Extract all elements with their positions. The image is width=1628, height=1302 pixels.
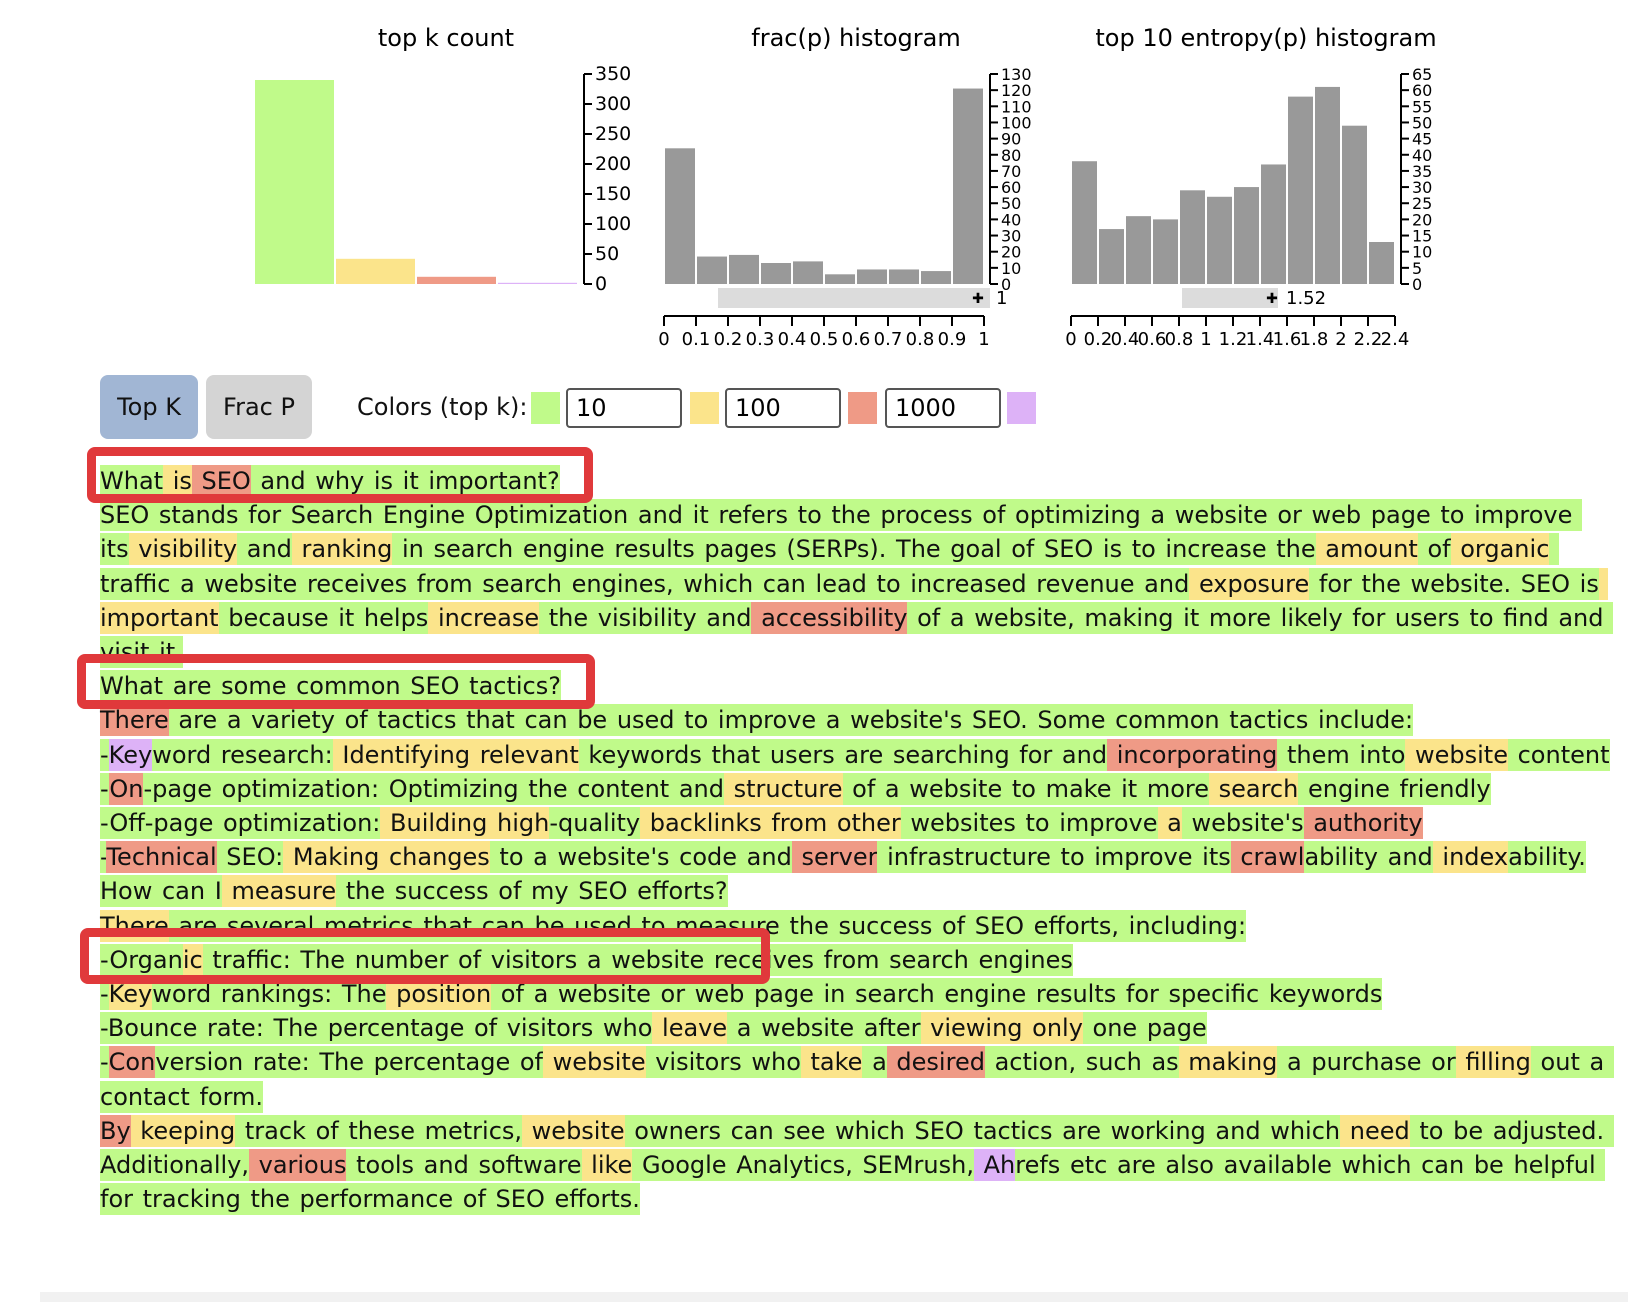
token[interactable]: take [800, 1048, 863, 1077]
token[interactable]: Ah [973, 1151, 1016, 1180]
token[interactable]: -quality [549, 809, 641, 838]
token[interactable]: and [237, 535, 292, 564]
frac-x-tick-label: 0.9 [937, 329, 967, 350]
token[interactable]: like [581, 1151, 633, 1180]
frac-bar-3 [761, 263, 791, 284]
token[interactable]: - [100, 980, 109, 1009]
color-swatch-purple [1007, 392, 1036, 424]
token[interactable]: need [1340, 1116, 1410, 1145]
entropy-x-tick-label: 1.8 [1299, 329, 1329, 350]
token[interactable]: word research: [152, 740, 333, 769]
token[interactable]: are a variety of tactics that can be used to improve a website's SEO. Some common tactics include: [168, 706, 1414, 735]
token[interactable]: website [522, 1116, 625, 1145]
frac-x-tick-label: 0.4 [777, 329, 807, 350]
token[interactable]: Con [108, 1048, 156, 1077]
frac-y-tick-label: 100 [1001, 113, 1032, 133]
paragraph [100, 498, 1614, 669]
token[interactable]: Google Analytics, SEMrush, [632, 1151, 974, 1180]
entropy-y-tick-label: 25 [1412, 194, 1433, 214]
threshold-input-2[interactable] [725, 388, 841, 428]
token[interactable]: website's [1181, 809, 1304, 838]
token[interactable]: a website after [727, 1014, 921, 1043]
paragraph [100, 1114, 1614, 1217]
frac-y-tick-label: 130 [1001, 65, 1032, 84]
frac-x-tick-label: 0 [658, 329, 670, 350]
topk-bar-3 [498, 283, 577, 284]
token[interactable]: keywords that users are searching for and [578, 740, 1108, 769]
token[interactable]: of a website to make it more [842, 774, 1209, 803]
token[interactable]: traffic: The number of visitors a website receives from search engines [202, 945, 1073, 974]
token[interactable]: website [542, 1048, 646, 1077]
token[interactable]: to be adjusted. Additionally, [100, 1116, 1614, 1180]
token[interactable]: of [1417, 535, 1451, 564]
token[interactable]: How can I [100, 877, 222, 906]
entropy-y-tick-label: 55 [1412, 97, 1433, 117]
frac-x-tick-label: 0.8 [905, 329, 935, 350]
token[interactable]: viewing only [920, 1014, 1083, 1043]
frac-x-tick-label: 1 [978, 329, 990, 350]
token[interactable]: and why is it important? [250, 467, 560, 495]
token[interactable]: backlinks from [640, 809, 828, 838]
token[interactable]: owners can see which SEO tactics are working and which [624, 1116, 1341, 1145]
token[interactable]: of a website, making it more likely for users to find and visit it. [100, 603, 1614, 667]
entropy-y-tick-label: 40 [1412, 145, 1433, 165]
topk-y-tick-label: 250 [595, 123, 632, 145]
colors-label: Colors (top k): [357, 393, 528, 421]
topk-bar-0 [255, 80, 334, 284]
token[interactable]: action, such as [984, 1048, 1179, 1077]
frac-bar-7 [889, 269, 919, 284]
token[interactable]: relevant [470, 740, 579, 769]
topk-bar-1 [336, 259, 415, 284]
frac-bar-5 [825, 274, 855, 284]
top-k-button[interactable]: Top K [100, 375, 198, 439]
token[interactable]: index [1432, 843, 1509, 872]
token[interactable]: visibility [128, 535, 238, 564]
entropy-bar-3 [1153, 219, 1178, 284]
frac-bar-4 [793, 261, 823, 284]
frac-y-tick-label: 110 [1001, 97, 1032, 117]
token[interactable]: - [100, 774, 110, 803]
threshold-input-1[interactable] [566, 388, 682, 428]
entropy-x-tick-label: 1.6 [1272, 329, 1302, 350]
entropy-x-tick-label: 1 [1200, 329, 1212, 350]
token[interactable]: a purchase or [1277, 1048, 1456, 1077]
token[interactable]: Organ [109, 945, 183, 974]
token[interactable]: Making changes [283, 843, 490, 872]
highlight-box-question-2 [77, 654, 595, 709]
frac-p-histogram [658, 24, 1031, 350]
topk-y-tick-label: 100 [595, 213, 632, 235]
frac-y-tick-label: 50 [1001, 194, 1022, 214]
entropy-x-tick-label: 0.6 [1137, 329, 1167, 350]
token[interactable]: crawl [1230, 843, 1305, 872]
entropy-range-slider[interactable] [1182, 288, 1278, 308]
frac-slider-handle[interactable]: ✚ [972, 291, 984, 307]
entropy-x-tick-label: 2.4 [1380, 329, 1410, 350]
token[interactable]: visitors who [645, 1048, 801, 1077]
entropy-y-tick-label: 65 [1412, 65, 1433, 84]
token[interactable]: keeping [130, 1116, 236, 1145]
entropy-y-tick-label: 20 [1412, 210, 1433, 230]
token[interactable]: leave [652, 1014, 728, 1043]
frac-x-tick-label: 0.2 [713, 329, 743, 350]
frac-bar-8 [921, 271, 951, 284]
frac-x-tick-label: 0.6 [841, 329, 871, 350]
frac-bar-1 [697, 257, 727, 284]
frac-y-tick-label: 30 [1001, 226, 1022, 246]
frac-y-tick-label: 10 [1001, 258, 1022, 278]
entropy-bar-4 [1180, 190, 1205, 284]
frac-y-tick-label: 60 [1001, 178, 1022, 198]
color-swatch-red [848, 392, 877, 424]
frac-x-tick-label: 0.7 [873, 329, 903, 350]
token[interactable]: traffic a website receives from search engines, which can lead to increased revenue and [100, 535, 1560, 598]
entropy-x-tick-label: 0.8 [1164, 329, 1194, 350]
token[interactable]: Identifying [332, 740, 471, 769]
entropy-bar-8 [1288, 97, 1313, 284]
token[interactable]: making [1178, 1048, 1278, 1077]
frac-x-tick-label: 0.3 [745, 329, 775, 350]
token[interactable]: Building high [380, 809, 550, 838]
frac-bar-2 [729, 255, 759, 284]
token[interactable]: increase [428, 603, 540, 632]
token[interactable]: - [100, 843, 107, 872]
topk-y-tick-label: 0 [595, 273, 608, 295]
token[interactable]: SEO [191, 467, 251, 495]
entropy-bar-11 [1369, 242, 1394, 284]
token[interactable]: of a website or web page in search engine results for specific keywords [491, 980, 1383, 1009]
top-k-count-chart [255, 24, 631, 295]
frac-y-tick-label: 80 [1001, 145, 1022, 165]
entropy-bar-1 [1099, 229, 1124, 284]
token[interactable]: SEO: [216, 843, 284, 872]
entropy-x-tick-label: 0.4 [1110, 329, 1140, 350]
token[interactable]: search [1208, 774, 1299, 803]
token[interactable]: amount [1315, 535, 1418, 564]
token[interactable]: accessibility [751, 603, 908, 632]
token[interactable]: - [100, 740, 109, 769]
token[interactable]: for the website. SEO is [1309, 569, 1599, 598]
highlight-box-question-3 [80, 928, 770, 984]
color-swatch-green [531, 392, 560, 424]
token[interactable]: What [100, 467, 164, 495]
token[interactable]: to a website's code and [489, 843, 792, 872]
token[interactable]: ranking [291, 535, 393, 564]
frac-y-tick-label: 40 [1001, 210, 1022, 230]
entropy-y-tick-label: 10 [1412, 242, 1433, 262]
token[interactable]: in search engine results pages (SERPs). The goal of SEO is to increase the [392, 535, 1316, 564]
token[interactable]: important [100, 569, 1609, 632]
token[interactable]: incorporating [1107, 740, 1278, 769]
entropy-x-tick-label: 1.2 [1218, 329, 1248, 350]
token[interactable]: What are some common SEO tactics? [100, 672, 561, 701]
token[interactable]: authority [1303, 809, 1423, 838]
entropy-y-tick-label: 5 [1412, 258, 1423, 278]
frac-y-tick-label: 90 [1001, 129, 1022, 149]
entropy-y-tick-label: 15 [1412, 226, 1433, 246]
token[interactable]: track of these metrics, [235, 1116, 523, 1145]
entropy-bar-0 [1072, 161, 1097, 284]
token[interactable]: other [827, 809, 901, 838]
token[interactable]: ability and [1304, 843, 1433, 872]
frac-y-tick-label: 70 [1001, 161, 1022, 181]
frac-y-tick-label: 120 [1001, 81, 1032, 101]
token[interactable]: exposure [1189, 569, 1310, 598]
entropy-x-tick-label: 0 [1065, 329, 1077, 350]
token[interactable]: refs etc are also available which can be helpful for tracking the performance of SEO efforts. [100, 1151, 1606, 1214]
token[interactable]: Bounce rate: The percentage of visitors who [107, 1014, 653, 1043]
entropy-bar-2 [1126, 216, 1151, 284]
token[interactable]: one page [1082, 1014, 1207, 1043]
token[interactable]: server [791, 843, 878, 872]
token[interactable]: the success of my SEO efforts? [336, 877, 728, 906]
token[interactable]: websites to improve [900, 809, 1158, 838]
token[interactable]: tools and software [346, 1151, 582, 1180]
paragraph [100, 703, 1610, 874]
entropy-x-tick-label: 1.4 [1245, 329, 1275, 350]
entropy-x-tick-label: 0.2 [1083, 329, 1113, 350]
token[interactable]: On [109, 774, 144, 803]
frac-bar-9 [953, 89, 983, 284]
threshold-input-3[interactable] [885, 388, 1001, 428]
token[interactable]: are several metrics that can be used to measure the success of SEO efforts, including: [168, 911, 1247, 940]
token[interactable]: because it helps [218, 603, 429, 632]
token[interactable]: is [163, 467, 192, 495]
entropy-bar-7 [1261, 164, 1286, 284]
highlight-box-question-1 [87, 447, 593, 503]
frac-x-tick-label: 0.5 [809, 329, 839, 350]
histogram-panel [0, 0, 1628, 360]
token[interactable]: measure [221, 877, 337, 906]
topk-y-tick-label: 50 [595, 243, 620, 265]
token[interactable]: ability. [1508, 843, 1586, 872]
token[interactable]: word rankings: The [152, 980, 387, 1009]
token[interactable]: a [1157, 809, 1182, 838]
entropy-y-tick-label: 60 [1412, 81, 1433, 101]
token[interactable]: various [248, 1151, 347, 1180]
bottom-divider [40, 1292, 1628, 1302]
frac-y-tick-label: 20 [1001, 242, 1022, 262]
token[interactable]: out a contact form. [100, 1048, 1614, 1111]
frac-slider-value: 1 [996, 288, 1008, 309]
entropy-y-tick-label: 35 [1412, 161, 1433, 181]
token[interactable]: infrastructure to improve its [877, 843, 1231, 872]
token[interactable]: -page optimization: Optimizing the content and [143, 774, 724, 803]
topk-y-tick-label: 200 [595, 153, 632, 175]
token[interactable]: engine friendly [1298, 774, 1491, 803]
token[interactable]: Key [108, 980, 153, 1009]
frac-bar-6 [857, 269, 887, 284]
token[interactable]: position [386, 980, 492, 1009]
frac-y-tick-label: 0 [1001, 275, 1012, 294]
token[interactable]: There [100, 706, 169, 735]
token[interactable]: -Off-page optimization: [100, 809, 381, 838]
token[interactable]: content [1507, 740, 1610, 769]
entropy-y-tick-label: 45 [1412, 129, 1433, 149]
entropy-bar-5 [1207, 197, 1232, 284]
topk-y-tick-label: 350 [595, 63, 632, 85]
frac-p-button[interactable]: Frac P [206, 375, 312, 439]
token[interactable]: - [100, 1048, 109, 1077]
token[interactable]: Key [108, 740, 153, 769]
token[interactable]: a [862, 1048, 887, 1077]
frac-bar-0 [665, 148, 695, 284]
token[interactable]: There [100, 911, 169, 940]
entropy-chart-title: top 10 entropy(p) histogram [1095, 24, 1437, 52]
token[interactable]: structure [723, 774, 843, 803]
token[interactable]: the visibility and [539, 603, 752, 632]
token[interactable]: SEO stands for Search Engine Optimization and it refers to the process of optimizing a website or web page to improve its [100, 501, 1582, 564]
token[interactable]: version rate: The percentage of [155, 1048, 543, 1077]
paragraph [100, 874, 1610, 908]
frac-range-slider[interactable] [718, 288, 990, 308]
entropy-slider-handle[interactable]: ✚ [1266, 291, 1278, 307]
token[interactable]: Technical [106, 843, 217, 872]
frac-chart-title: frac(p) histogram [751, 24, 961, 52]
token[interactable]: organic [1450, 535, 1550, 564]
entropy-bar-6 [1234, 187, 1259, 284]
token[interactable]: filling [1455, 1048, 1531, 1077]
token[interactable]: - [100, 1014, 108, 1043]
entropy-histogram [1065, 24, 1436, 350]
token[interactable]: desired [886, 1048, 985, 1077]
topk-bar-2 [417, 277, 496, 284]
entropy-x-tick-label: 2 [1335, 329, 1347, 350]
entropy-bar-10 [1342, 126, 1367, 284]
entropy-y-tick-label: 50 [1412, 113, 1433, 133]
token[interactable]: them into [1277, 740, 1406, 769]
token[interactable]: website [1405, 740, 1508, 769]
entropy-slider-value: 1.52 [1286, 288, 1327, 309]
topk-y-tick-label: 150 [595, 183, 632, 205]
frac-x-tick-label: 0.1 [681, 329, 711, 350]
topk-y-tick-label: 300 [595, 93, 632, 115]
token[interactable]: By [100, 1116, 131, 1145]
entropy-y-tick-label: 0 [1412, 275, 1423, 294]
top-k-chart-title: top k count [377, 24, 515, 52]
entropy-x-tick-label: 2.2 [1353, 329, 1383, 350]
token[interactable]: - [100, 945, 110, 974]
color-swatch-yellow [690, 392, 719, 424]
entropy-y-tick-label: 30 [1412, 178, 1433, 198]
token[interactable]: ic [182, 945, 203, 974]
annotated-text [100, 464, 1614, 1216]
entropy-bar-9 [1315, 87, 1340, 284]
